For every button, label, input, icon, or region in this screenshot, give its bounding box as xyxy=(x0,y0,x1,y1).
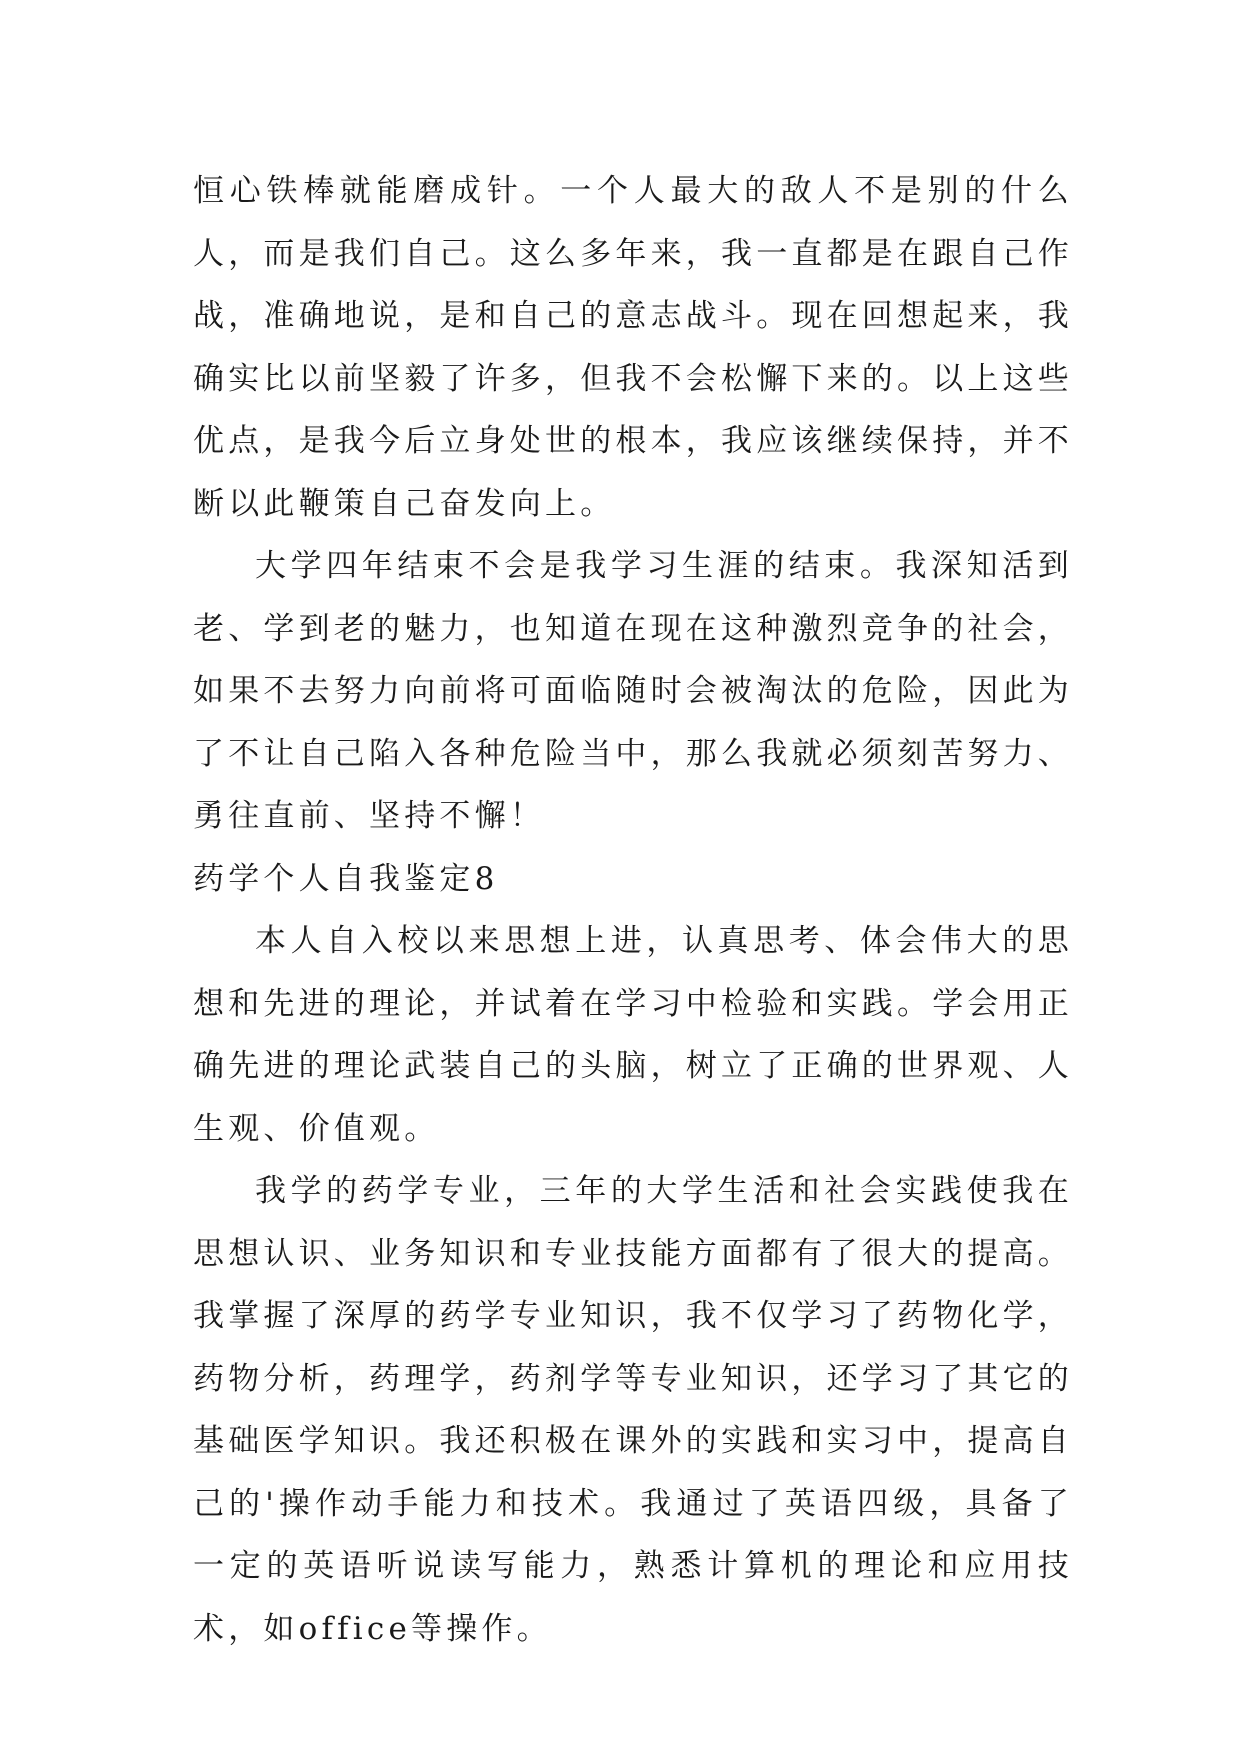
paragraph-ideology: 本人自入校以来思想上进，认真思考、体会伟大的思想和先进的理论，并试着在学习中检验和实践。学会用正确先进的理论武装自己的头脑，树立了正确的世界观、人生观、价值观。 xyxy=(193,923,1073,1147)
document-body xyxy=(193,160,1073,1660)
section-title: 药学个人自我鉴定8 xyxy=(193,860,499,897)
paragraph-lifelong-learning: 大学四年结束不会是我学习生涯的结束。我深知活到老、学到老的魅力，也知道在现在这种激烈竞争的社会，如果不去努力向前将可面临随时会被淘汰的危险，因此为了不让自己陷入各种危险当中，那么我就必须刻苦努力、勇往直前、坚持不懈！ xyxy=(193,548,1073,834)
paragraph-perseverance: 恒心铁棒就能磨成针。一个人最大的敌人不是别的什么人，而是我们自己。这么多年来，我一直都是在跟自己作战，准确地说，是和自己的意志战斗。现在回想起来，我确实比以前坚毅了许多，但我不会松懈下来的。以上这些优点，是我今后立身处世的根本，我应该继续保持，并不断以此鞭策自己奋发向上。 xyxy=(193,173,1073,522)
paragraph-major-skills: 我学的药学专业，三年的大学生活和社会实践使我在思想认识、业务知识和专业技能方面都有了很大的提高。我掌握了深厚的药学专业知识，我不仅学习了药物化学，药物分析，药理学，药剂学等专业知识，还学习了其它的基础医学知识。我还积极在课外的实践和实习中，提高自己的'操作动手能力和技术。我通过了英语四级，具备了一定的英语听说读写能力，熟悉计算机的理论和应用技术，如office等操作。 xyxy=(193,1173,1073,1647)
